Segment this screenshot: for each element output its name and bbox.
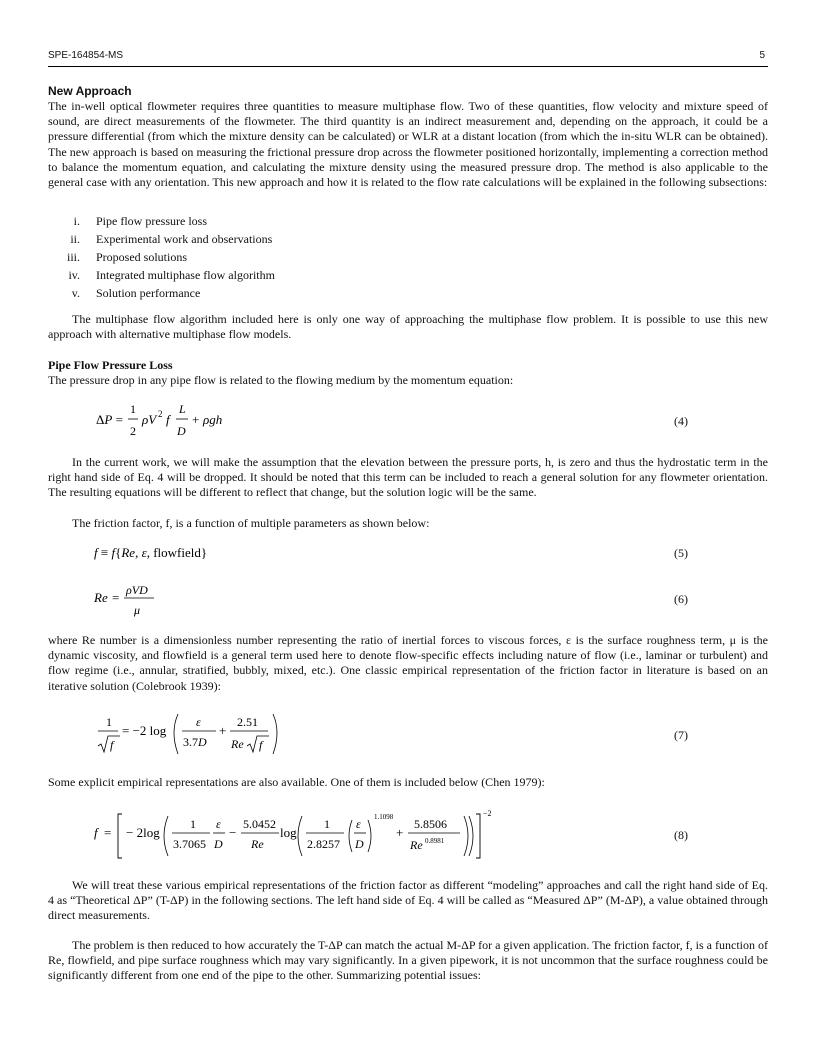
svg-text:μ: μ xyxy=(134,603,141,617)
svg-text:3.7D: 3.7D xyxy=(183,735,207,749)
svg-text:log: log xyxy=(280,825,297,840)
doc-id: SPE-164854-MS xyxy=(48,50,124,61)
equation-6-formula xyxy=(92,580,212,620)
svg-text:=: = xyxy=(104,825,112,840)
section-heading-new-approach: New Approach xyxy=(48,84,132,98)
list-item-text: Solution performance xyxy=(96,286,201,300)
section-heading-pipe-flow: Pipe Flow Pressure Loss xyxy=(48,358,173,372)
svg-text:2.8257: 2.8257 xyxy=(307,837,340,851)
header-rule xyxy=(48,66,768,67)
pipe-flow-paragraph-7: The problem is then reduced to how accurately the T-ΔP can match the actual M-ΔP for a given application. The friction factor, f, is a function of Re, flowfield, and pipe surface roughness which may vary significantly. In a given pipework, it is not uncommon that the surface roughness could be significantly different from one end of the pipe to the other. Summarizing potential issues: xyxy=(48,938,768,983)
equation-number-5: (5) xyxy=(674,546,688,560)
pipe-flow-paragraph-1: The pressure drop in any pipe flow is related to the flowing medium by the momentum equation: xyxy=(48,373,514,387)
svg-text:0.8981: 0.8981 xyxy=(425,837,445,845)
list-item-number: iv. xyxy=(68,268,80,282)
list-item-text: Proposed solutions xyxy=(96,250,188,264)
svg-text:L: L xyxy=(179,402,186,416)
list-item xyxy=(48,232,768,250)
list-item-number: iii. xyxy=(66,250,80,264)
svg-text:ε: ε xyxy=(216,817,221,831)
list-item-number: v. xyxy=(71,286,80,300)
svg-text:−2: −2 xyxy=(483,809,492,818)
list-item-text: Pipe flow pressure loss xyxy=(96,214,207,228)
svg-text:2.51: 2.51 xyxy=(237,715,258,729)
list-item xyxy=(48,250,768,268)
svg-text:= −2 log: = −2 log xyxy=(122,723,167,738)
pipe-flow-paragraph-2: In the current work, we will make the assumption that the elevation between the pressure ports, h, is zero and thus the hydrostatic term in the right hand side of Eq. 4 will be dropped. It should be noted that this term can be included to reach a general solution for any flowmeter orientation. The resulting equations will be different to reflect that change, but the solution logic will be the same. xyxy=(48,455,768,500)
svg-text:2: 2 xyxy=(130,424,136,438)
svg-text:5.0452: 5.0452 xyxy=(243,817,276,831)
new-approach-paragraph-2: The multiphase flow algorithm included here is only one way of approaching the multiphase flow problem. It is possible to use this new approach with alternative multiphase flow models. xyxy=(48,312,768,342)
equation-4 xyxy=(48,400,768,442)
svg-text:Re: Re xyxy=(251,837,264,851)
subsection-list xyxy=(48,214,768,304)
svg-text:5.8506: 5.8506 xyxy=(414,817,447,831)
svg-text:D: D xyxy=(177,424,186,438)
list-item xyxy=(48,214,768,232)
svg-text:1: 1 xyxy=(106,715,112,729)
svg-text:f: f xyxy=(259,738,263,752)
svg-text:f ≡ f{Re, ε, flowfield}: f ≡ f{Re, ε, flowfield} xyxy=(94,545,208,560)
svg-text:Re: Re xyxy=(94,590,108,605)
list-item-text: Experimental work and observations xyxy=(96,232,273,246)
svg-text:ε: ε xyxy=(196,715,201,729)
equation-8-formula xyxy=(92,808,532,862)
svg-text:ε: ε xyxy=(356,817,361,831)
equation-number-6: (6) xyxy=(674,592,688,606)
svg-text:f: f xyxy=(166,412,170,427)
equation-number-8: (8) xyxy=(674,828,688,842)
svg-text:+: + xyxy=(396,825,404,840)
svg-text:ρgh: ρgh xyxy=(203,412,223,427)
equation-4-formula xyxy=(92,400,292,442)
equation-6 xyxy=(48,580,768,620)
page-number: 5 xyxy=(759,50,765,61)
svg-text:2: 2 xyxy=(158,409,163,419)
svg-text:− 2log: − 2log xyxy=(126,825,160,840)
svg-text:D: D xyxy=(214,837,223,851)
pipe-flow-paragraph-6: We will treat these various empirical representations of the friction factor as different “modeling” approaches and call the right hand side of Eq. 4 as “Theoretical ΔP” (T-ΔP) in the following sections. The left hand side of Eq. 4 will be called as “Measured ΔP” (M-ΔP), a value obtained through direct measurements. xyxy=(48,878,768,923)
equation-7-formula xyxy=(92,708,332,760)
list-item xyxy=(48,268,768,286)
svg-text:D: D xyxy=(355,837,364,851)
svg-text:1: 1 xyxy=(130,402,136,416)
list-item-number: i. xyxy=(73,214,80,228)
svg-text:3.7065: 3.7065 xyxy=(173,837,206,851)
equation-number-4: (4) xyxy=(674,414,688,428)
svg-text:Re: Re xyxy=(410,838,423,852)
svg-text:Re: Re xyxy=(231,737,244,751)
svg-text:ΔP =: ΔP = xyxy=(96,412,123,427)
svg-text:f: f xyxy=(110,738,114,752)
svg-text:+: + xyxy=(192,412,200,427)
list-item xyxy=(48,286,768,304)
equation-7 xyxy=(48,708,768,760)
equation-5 xyxy=(48,542,768,566)
svg-text:=: = xyxy=(112,590,120,605)
svg-text:ρVD: ρVD xyxy=(126,583,148,597)
pipe-flow-paragraph-4: where Re number is a dimensionless number representing the ratio of inertial forces to viscous forces, ε is the surface roughness term, μ is the dynamic viscosity, and flowfield is a general term used here to denote flow-specific effects including nature of flow (i.e., laminar or turbulent) and flow regime (i.e., annular, stratified, bubbly, mixed, etc.). One classic empirical representation of the friction factor in literature is based on an iterative solution (Colebrook 1939): xyxy=(48,633,768,693)
list-item-text: Integrated multiphase flow algorithm xyxy=(96,268,275,282)
svg-text:1: 1 xyxy=(324,817,330,831)
list-item-number: ii. xyxy=(70,232,80,246)
svg-text:−: − xyxy=(229,825,237,840)
svg-text:1: 1 xyxy=(190,817,196,831)
svg-text:ρV: ρV xyxy=(142,412,157,427)
equation-8 xyxy=(48,808,768,862)
pipe-flow-paragraph-5: Some explicit empirical representations are also available. One of them is included below (Chen 1979): xyxy=(48,775,545,789)
new-approach-paragraph: The in-well optical flowmeter requires three quantities to measure multiphase flow. Two of these quantities, flow velocity and mixture speed of sound, are direct measurements of the flowmeter. The third quantity is an indirect measurement and, depending on the approach, it could be a pressure differential (from which the mixture density can be calculated) or WLR at a distant location (from which the in-situ WLR can be obtained). The new approach is based on measuring the frictional pressure drop across the flowmeter positioned horizontally, implementing a correction method to balance the momentum equation, and calculating the mixture density using the measured pressure drop. The method is also applicable to the general case with any orientation. This new approach and how it is related to the flow rate calculations will be explained in the following subsections: xyxy=(48,99,768,190)
svg-text:+: + xyxy=(219,723,227,738)
equation-number-7: (7) xyxy=(674,728,688,742)
equation-5-formula xyxy=(92,542,312,564)
svg-text:f: f xyxy=(94,825,98,840)
svg-text:1.1098: 1.1098 xyxy=(374,813,394,821)
pipe-flow-paragraph-3: The friction factor, f, is a function of multiple parameters as shown below: xyxy=(72,516,430,530)
